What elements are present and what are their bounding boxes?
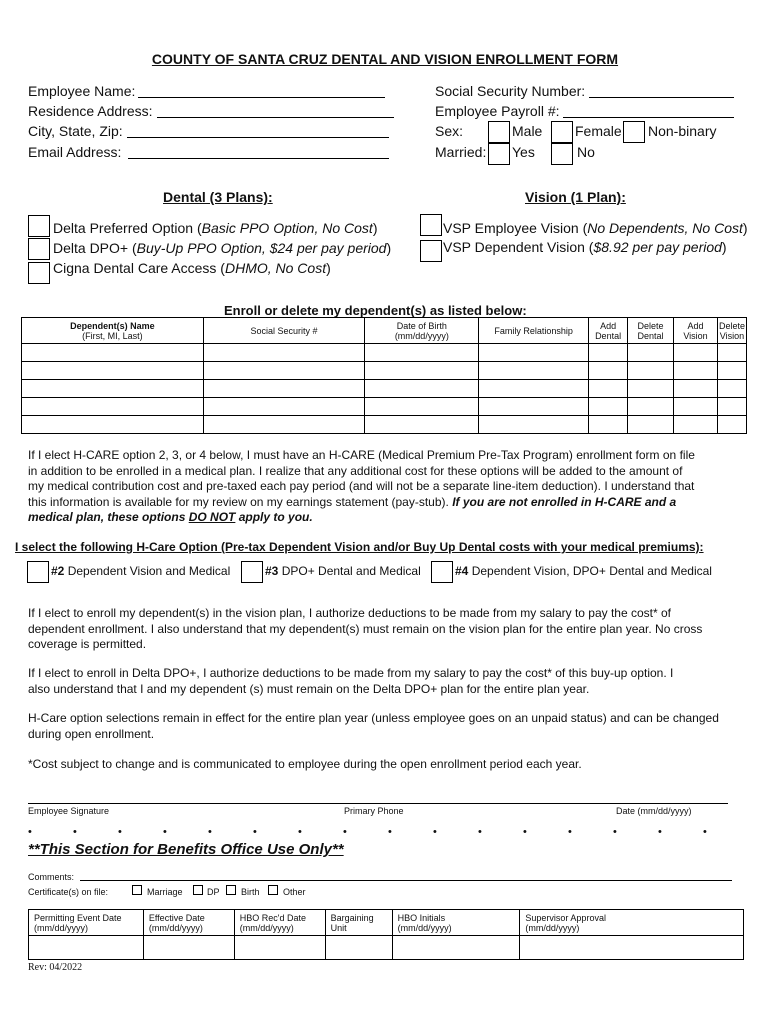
col-effective-date: Effective Date (mm/dd/yyyy) (143, 910, 234, 936)
cert-dp-label: DP (207, 887, 220, 897)
signature-line[interactable] (28, 803, 728, 804)
dental-ppo-label: Delta Preferred Option (Basic PPO Option, No Cost) (53, 220, 378, 236)
dental-ppo-checkbox[interactable] (28, 215, 50, 237)
office-header-row (29, 910, 744, 936)
employee-name-field[interactable] (138, 97, 385, 98)
cert-marriage-label: Marriage (147, 887, 183, 897)
dental-cigna-checkbox[interactable] (28, 262, 50, 284)
hcare-option-4-checkbox[interactable] (431, 561, 453, 583)
payroll-field[interactable] (563, 117, 734, 118)
sex-male-label: Male (512, 123, 543, 139)
cert-marriage-checkbox[interactable] (132, 885, 142, 895)
married-yes-label: Yes (512, 144, 535, 160)
dental-cigna-label: Cigna Dental Care Access (DHMO, No Cost) (53, 260, 331, 276)
table-row[interactable] (29, 936, 744, 960)
vision-employee-checkbox[interactable] (420, 214, 442, 236)
vision-heading: Vision (1 Plan): (525, 189, 626, 205)
col-add-vision: Add Vision (674, 318, 718, 344)
sex-female-checkbox[interactable] (551, 121, 573, 143)
form-title: COUNTY OF SANTA CRUZ DENTAL AND VISION ENROLLMENT FORM (151, 51, 619, 67)
col-delete-dental: Delete Dental (628, 318, 674, 344)
vision-dependent-label: VSP Dependent Vision ($8.92 per pay period) (443, 239, 727, 255)
col-ssn: Social Security # (203, 318, 365, 344)
table-row[interactable] (22, 362, 747, 380)
hcare-option-3-checkbox[interactable] (241, 561, 263, 583)
cert-birth-label: Birth (241, 887, 260, 897)
primary-phone-label: Primary Phone (344, 806, 404, 816)
city-state-zip-field[interactable] (127, 137, 389, 138)
cert-dp-checkbox[interactable] (193, 885, 203, 895)
date-label: Date (mm/dd/yyyy) (616, 806, 692, 816)
col-hbo-initials: HBO Initials (mm/dd/yyyy) (392, 910, 520, 936)
hcare-effect-paragraph: H-Care option selections remain in effect for the entire plan year (unless employee goes on an unpaid status) and can be changed during open enrollment. (28, 711, 719, 741)
certificates-label: Certificate(s) on file: (28, 887, 109, 897)
ssn-label: Social Security Number: (435, 83, 586, 99)
sex-male-checkbox[interactable] (488, 121, 510, 143)
married-label: Married: (435, 144, 487, 160)
cert-other-checkbox[interactable] (268, 885, 278, 895)
vision-employee-label: VSP Employee Vision (No Dependents, No Cost) (443, 220, 748, 236)
residence-address-label: Residence Address: (28, 103, 153, 119)
hcare-paragraph: If I elect H-CARE option 2, 3, or 4 below, I must have an H-CARE (Medical Premium Pre-Tax Program) enrollment form on file in addition to be enrolled in a medical plan. I realize that any additional cost for these options will be added to the amount of my medical contribution cost and pre-taxed each pay period (and will not be a separate line-item deduction). I understand that this information is available for my review on my earnings statement (pay-stub). If you are not enrolled in H-CARE and a medical plan, these options DO NOT apply to you. (28, 448, 695, 524)
comments-field[interactable] (80, 880, 732, 881)
dependents-heading: Enroll or delete my dependent(s) as listed below: (224, 303, 527, 318)
hcare-option-3-label: #3 DPO+ Dental and Medical (265, 564, 421, 578)
email-address-label: Email Address: (28, 144, 122, 160)
table-row[interactable] (22, 344, 747, 362)
col-dependent-name: Dependent(s) Name (First, MI, Last) (22, 318, 204, 344)
sex-female-label: Female (575, 123, 622, 139)
table-row[interactable] (22, 416, 747, 434)
sex-nonbinary-label: Non-binary (648, 123, 717, 139)
col-permitting-event-date: Permitting Event Date (mm/dd/yyyy) (29, 910, 144, 936)
employee-signature-label: Employee Signature (28, 806, 110, 816)
col-add-dental: Add Dental (589, 318, 628, 344)
married-yes-checkbox[interactable] (488, 143, 510, 165)
col-supervisor-approval: Supervisor Approval (mm/dd/yyyy) (520, 910, 744, 936)
hcare-option-4-label: #4 Dependent Vision, DPO+ Dental and Medical (455, 564, 712, 578)
cost-note: *Cost subject to change and is communicated to employee during the open enrollment period each year. (28, 757, 582, 771)
office-table (28, 909, 744, 960)
dental-dpo-label: Delta DPO+ (Buy-Up PPO Option, $24 per pay period) (53, 240, 392, 256)
dental-dpo-checkbox[interactable] (28, 238, 50, 260)
col-relationship: Family Relationship (479, 318, 589, 344)
vision-authorization-paragraph: If I elect to enroll my dependent(s) in the vision plan, I authorize deductions to be made from my salary to pay the cost* of dependent enrollment. I also understand that my dependent(s) must remain on the vision plan for the entire plan year. No cross coverage is permitted. (28, 606, 703, 651)
dependents-table (21, 317, 747, 434)
hcare-select-heading: I select the following H-Care Option (Pre-tax Dependent Vision and/or Buy Up Dental costs with your medical premiums): (15, 540, 704, 554)
email-address-field[interactable] (128, 158, 389, 159)
col-delete-vision: Delete Vision (717, 318, 746, 344)
hcare-option-2-label: #2 Dependent Vision and Medical (51, 564, 231, 578)
col-bargaining-unit: Bargaining Unit (325, 910, 392, 936)
hcare-option-2-checkbox[interactable] (27, 561, 49, 583)
sex-nonbinary-checkbox[interactable] (623, 121, 645, 143)
residence-address-field[interactable] (157, 117, 394, 118)
cert-other-label: Other (283, 887, 306, 897)
city-state-zip-label: City, State, Zip: (28, 123, 123, 139)
sex-label: Sex: (435, 123, 464, 139)
dental-heading: Dental (3 Plans): (163, 189, 273, 205)
employee-name-label: Employee Name: (28, 83, 136, 99)
married-no-label: No (577, 144, 595, 160)
table-row[interactable] (22, 380, 747, 398)
dependents-header-row (22, 318, 747, 344)
dpo-authorization-paragraph: If I elect to enroll in Delta DPO+, I authorize deductions to be made from my salary to pay the cost* of this buy-up option. I also understand that I and my dependent (s) must remain on the Delta DPO+ plan for the entire plan year. (28, 666, 674, 696)
office-use-heading: **This Section for Benefits Office Use Only** (28, 841, 344, 858)
cert-birth-checkbox[interactable] (226, 885, 236, 895)
payroll-label: Employee Payroll #: (435, 103, 560, 119)
married-no-checkbox[interactable] (551, 143, 573, 165)
table-row[interactable] (22, 398, 747, 416)
col-hbo-recd-date: HBO Rec'd Date (mm/dd/yyyy) (234, 910, 325, 936)
comments-label: Comments: (28, 872, 75, 882)
ssn-field[interactable] (589, 97, 734, 98)
vision-dependent-checkbox[interactable] (420, 240, 442, 262)
revision-date: Rev: 04/2022 (28, 962, 83, 973)
col-dob: Date of Birth (mm/dd/yyyy) (365, 318, 479, 344)
